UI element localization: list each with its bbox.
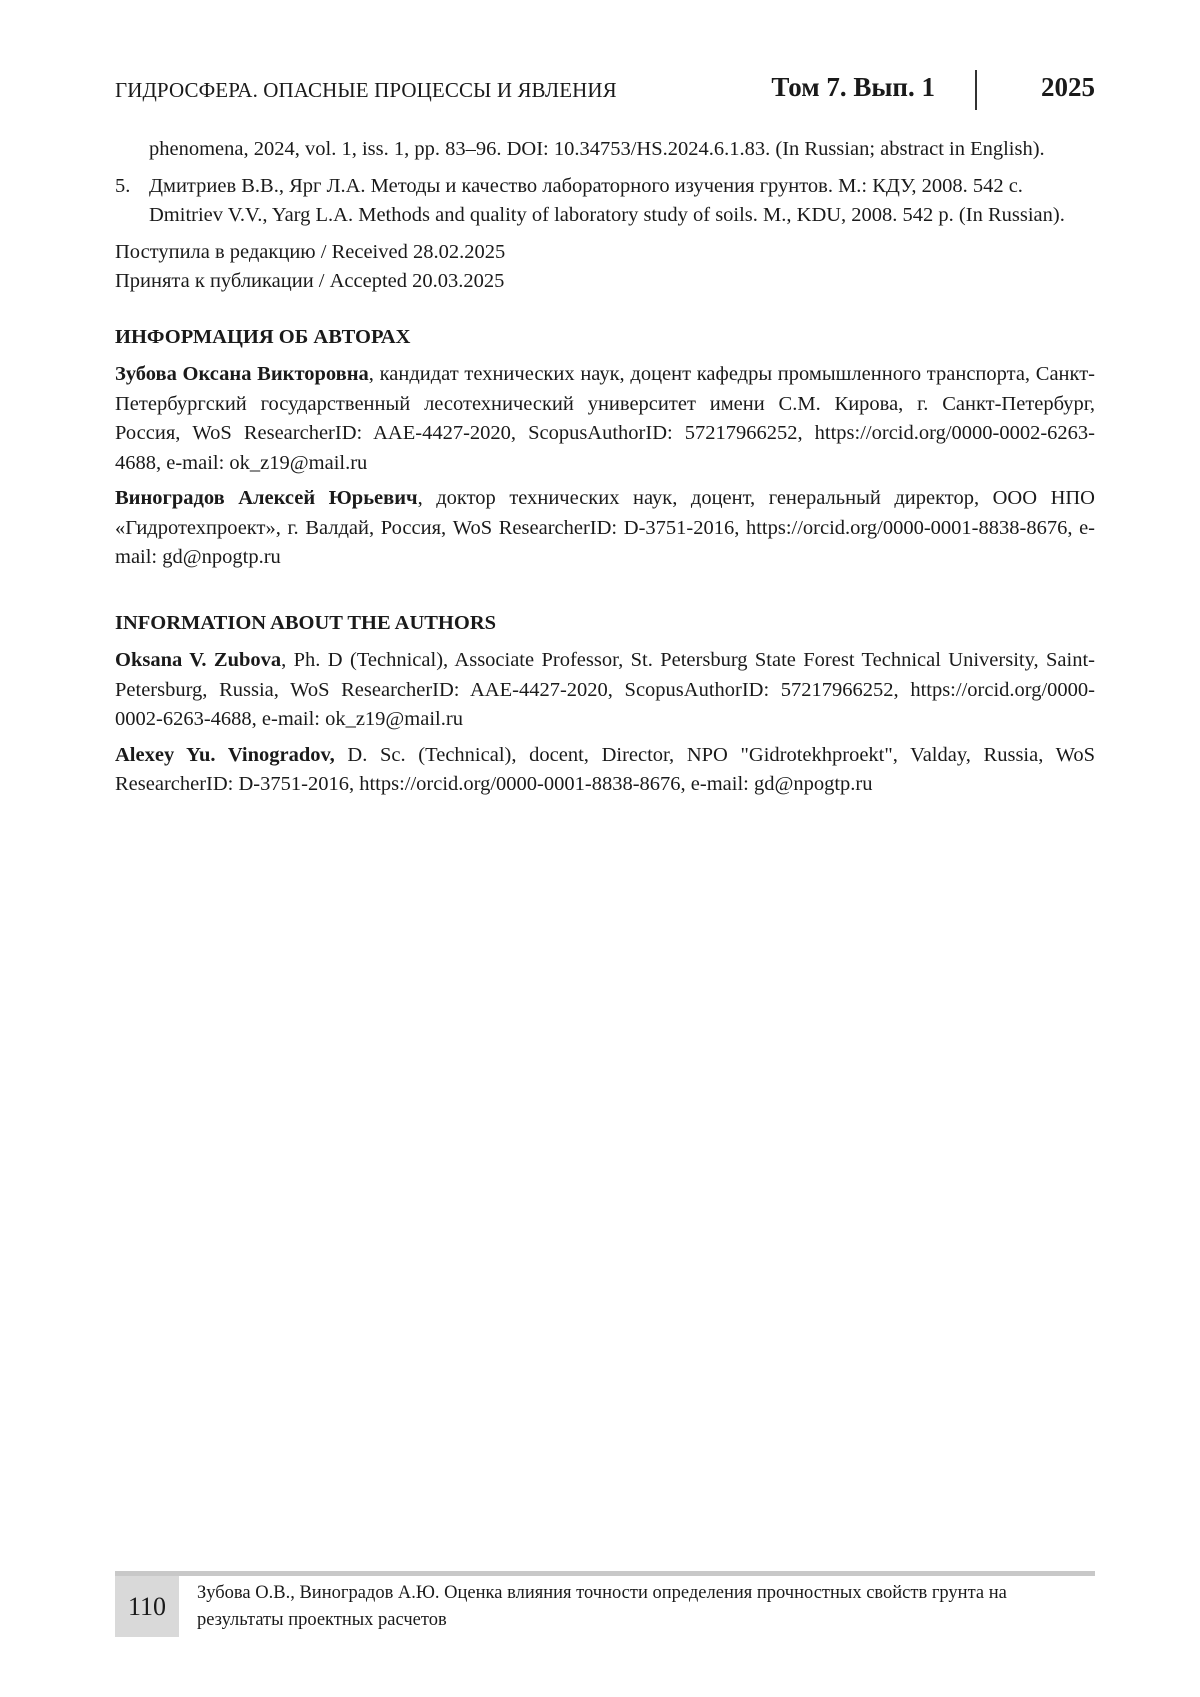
author-details: , кандидат технических наук, доцент кафедры промышленного транспорта, Санкт-Петербургский государственный лесотехнический университет имени С.М. Кирова, г. Санкт-Петербург, Россия, WoS ResearcherID: AAE-4427-2020, ScopusAuthorID: 57217966252, https://orcid.org/0000-0002-6263-4688, e-mail: ok_z19@mail.ru — [115, 363, 1095, 474]
author-info-en — [115, 646, 1095, 735]
reference-number: 5. — [115, 174, 131, 197]
author-details: , доктор технических наук, доцент, генеральный директор, ООО НПО «Гидротехпроект», г. Валдай, Россия, WoS ResearcherID: D-3751-2016, https://orcid.org/0000-0001-8838-8676, e-mail: gd@npogtp.ru — [115, 487, 1095, 568]
header-divider — [975, 70, 977, 110]
volume-issue: Том 7. Вып. 1 — [771, 72, 935, 102]
author-details: D. Sc. (Technical), docent, Director, NPO "Gidrotekhproekt", Valday, Russia, WoS ResearcherID: D-3751-2016, https://orcid.org/0000-0001-8838-8676, e-mail: gd@npogtp.ru — [115, 743, 1096, 795]
author-name: Виноградов Алексей Юрьевич — [115, 487, 418, 509]
reference-continuation: phenomena, 2024, vol. 1, iss. 1, pp. 83–96. DOI: 10.34753/HS.2024.6.1.83. (In Russian; abstract in English). — [149, 138, 1045, 160]
page-content — [115, 135, 1095, 806]
author-details: , Ph. D (Technical), Associate Professor, St. Petersburg State Forest Technical University, Saint-Petersburg, Russia, WoS ResearcherID: AAE-4427-2020, ScopusAuthorID: 57217966252, https://orcid.org/0000-0002-6263-4688, e-mail: ok_z19@mail.ru — [115, 649, 1095, 730]
reference-ru: Дмитриев В.В., Ярг Л.А. Методы и качество лабораторного изучения грунтов. М.: КДУ, 2008. 542 с. — [149, 174, 1023, 197]
page-number: 110 — [115, 1576, 179, 1637]
page-footer — [115, 1571, 1095, 1636]
journal-title: ГИДРОСФЕРА. ОПАСНЫЕ ПРОЦЕССЫ И ЯВЛЕНИЯ — [115, 78, 617, 102]
author-name: Alexey Yu. Vinogradov, — [115, 743, 335, 766]
footer-citation: Зубова О.В., Виноградов А.Ю. Оценка влияния точности определения прочностных свойств грунта на результаты проектных расчетов — [197, 1583, 1007, 1630]
author-info-ru — [115, 484, 1095, 573]
reference-en: Dmitriev V.V., Yarg L.A. Methods and quality of laboratory study of soils. M., KDU, 2008. 542 p. (In Russian). — [149, 204, 1065, 226]
running-header — [115, 70, 1095, 114]
accepted-date: Принята к публикации / Accepted 20.03.2025 — [115, 270, 505, 292]
author-info-ru — [115, 360, 1095, 478]
authors-heading-ru: ИНФОРМАЦИЯ ОБ АВТОРАХ — [115, 325, 411, 348]
year: 2025 — [1041, 72, 1095, 102]
author-info-en — [115, 741, 1095, 800]
received-date: Поступила в редакцию / Received 28.02.2025 — [115, 240, 506, 263]
author-name: Oksana V. Zubova — [115, 649, 282, 671]
reference-item — [115, 172, 1095, 231]
author-name: Зубова Оксана Викторовна — [115, 363, 369, 385]
authors-heading-en: INFORMATION ABOUT THE AUTHORS — [115, 611, 497, 634]
